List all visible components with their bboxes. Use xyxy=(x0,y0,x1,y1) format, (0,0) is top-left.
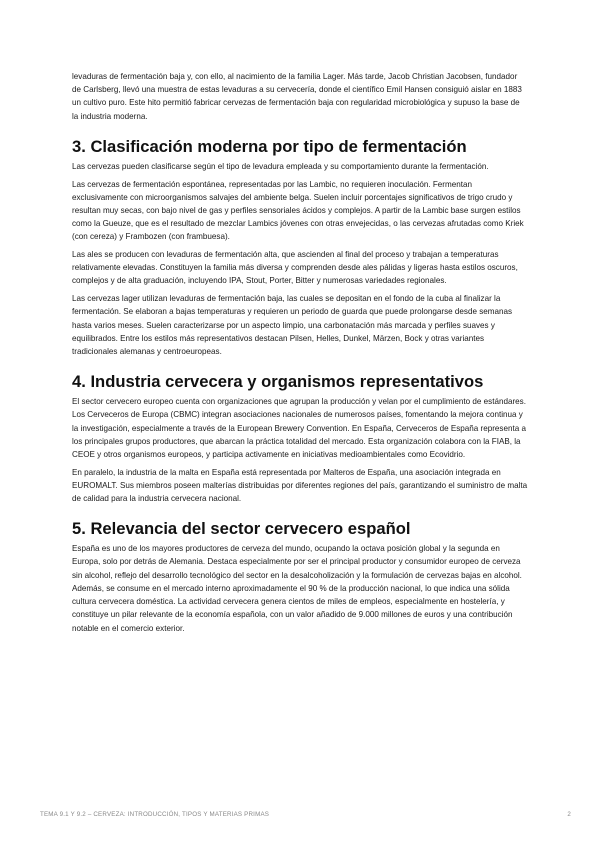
section-paragraph: En paralelo, la industria de la malta en España está representada por Malteros de España, una asociación integrada en EUROMALT. Sus miembros poseen malterías distribuidas por diferentes regiones del país, garantizando el suministro de malta de calidad para la industria cervecera nacional. xyxy=(72,467,528,504)
page-number: 2 xyxy=(567,811,571,818)
section-fermentation-classification xyxy=(72,136,528,358)
section-paragraph: España es uno de los mayores productores de cerveza del mundo, ocupando la octava posición global y la segunda en Europa, solo por detrás de Alemania. Destaca especialmente por ser el principal productor y consumidor europeo de cerveza sin alcohol, reflejo del desarrollo tecnológico del sector en la desalcoholización y la formulación de cervezas bajas en alcohol. Además, se consume en el mercado interno aproximadamente el 90 % de la producción nacional, lo que indica una sólida cultura cervecera doméstica. La actividad cervecera genera cientos de miles de empleos, especialmente en hostelería, y constituye un pilar relevante de la economía española, con un valor añadido de 9.000 millones de euros y una contribución notable en el comercio exterior. xyxy=(72,544,522,633)
section-paragraph: Las ales se producen con levaduras de fermentación alta, que ascienden al final del proceso y trabajan a temperaturas relativamente elevadas. Constituyen la familia más diversa y comprenden desde ales pálidas y ligeras hasta estilos oscuros, complejos y de alta graduación, incluyendo IPA, Stout, Porter, Bitter y numerosas variedades regionales. xyxy=(72,250,518,286)
document-page xyxy=(72,70,528,639)
section-paragraph: Las cervezas de fermentación espontánea, representadas por las Lambic, no requieren inoculación. Fermentan exclusivamente con microorganismos salvajes del ambiente belga. Suelen incluir porcentajes significativos de trigo crudo y resultan muy secas, con bajo nivel de gas y perfiles sensoriales ácidos y complejos. A partir de la Lambic base surgen estilos como la Gueuze, que es el resultado de mezclar Lambics jóvenes con otras envejecidas, o las cervezas afrutadas como Kriek (con cereza) y Frambozen (con frambuesa). xyxy=(72,179,524,242)
section-brewing-industry xyxy=(72,371,528,505)
intro-paragraph: levaduras de fermentación baja y, con ello, al nacimiento de la familia Lager. Más tarde, Jacob Christian Jacobsen, fundador de Carlsberg, llevó una muestra de estas levaduras a su cervecería, donde el científico Emil Hansen consiguió aislar en 1883 un cultivo puro. Este hito permitió fabricar cervezas de fermentación baja con regularidad microbiológica y supuso la base de la industria moderna. xyxy=(72,72,522,121)
section-heading: 3. Clasificación moderna por tipo de fermentación xyxy=(72,136,467,156)
section-paragraph: Las cervezas pueden clasificarse según el tipo de levadura empleada y su comportamiento durante la fermentación. xyxy=(72,161,489,171)
section-paragraph: El sector cervecero europeo cuenta con organizaciones que agrupan la producción y velan por el cumplimiento de estándares. Los Cerveceros de Europa (CBMC) integran asociaciones nacionales de numerosos países, fomentando la mejora continua y la investigación, especialmente a través de la European Brewery Convention. En España, Cerveceros de España representa a los principales grupos productores, que abarcan la práctica totalidad del mercado. Esta organización colabora con la FIAB, la CEOE y otros organismos europeos, y participa activamente en iniciativas medioambientales como Ecovidrio. xyxy=(72,397,526,459)
footer-title: TEMA 9.1 Y 9.2 – CERVEZA: INTRODUCCIÓN, TIPOS Y MATERIAS PRIMAS xyxy=(40,811,270,818)
section-spanish-relevance xyxy=(72,518,528,634)
section-paragraph: Las cervezas lager utilizan levaduras de fermentación baja, las cuales se depositan en el fondo de la cuba al finalizar la fermentación. Se elaboran a bajas temperaturas y requieren un periodo de guarda que puede prolongarse desde semanas hasta varios meses. Suelen caracterizarse por un aspecto limpio, una carbonatación más marcada y perfiles suaves y equilibrados. Entre los estilos más representativos destacan Pilsen, Helles, Dunkel, Märzen, Bock y otras variantes tradicionales alemanas y centroeuropeas. xyxy=(72,294,513,356)
section-heading: 4. Industria cervecera y organismos representativos xyxy=(72,372,484,392)
section-heading: 5. Relevancia del sector cervecero español xyxy=(72,519,411,539)
